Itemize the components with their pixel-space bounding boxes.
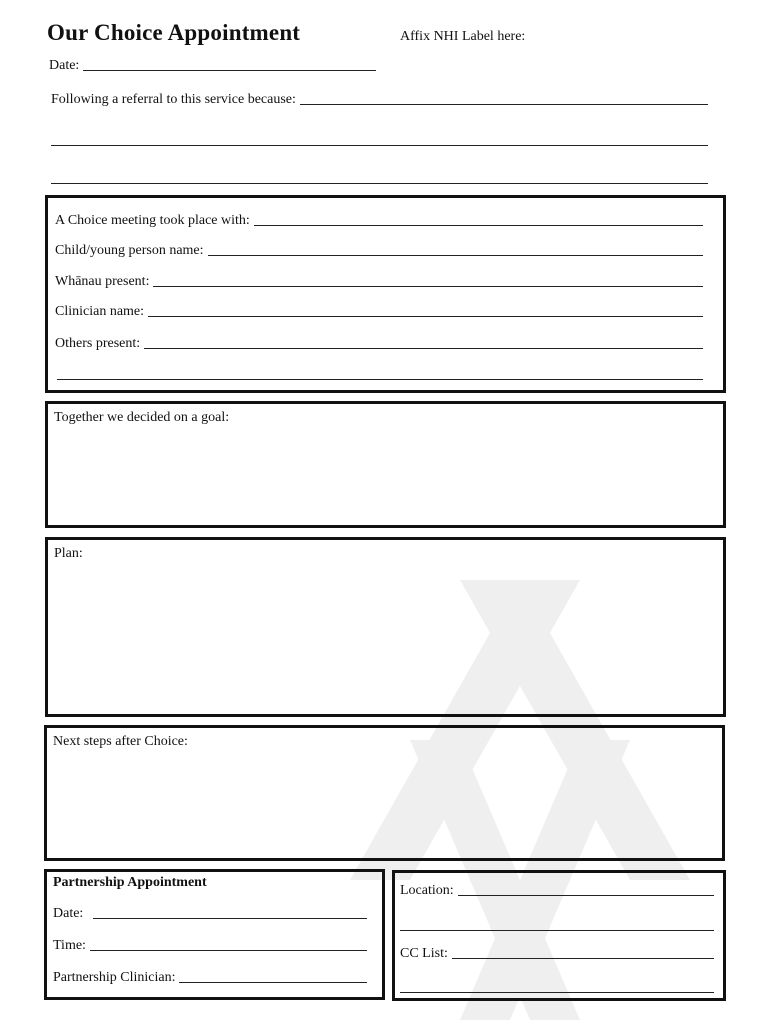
child-name-row xyxy=(55,243,703,259)
partnership-time-row xyxy=(53,938,367,954)
location-line-2[interactable] xyxy=(400,930,714,931)
others-present-line-2[interactable] xyxy=(57,379,703,380)
clinician-field[interactable] xyxy=(148,315,703,317)
date-label: Date: xyxy=(49,58,80,73)
date-row xyxy=(49,58,376,74)
meeting-took-place-field[interactable] xyxy=(254,224,703,226)
referral-row xyxy=(51,92,708,108)
nhi-label: Affix NHI Label here: xyxy=(400,29,526,44)
meeting-took-place-row xyxy=(55,213,703,229)
page-title: Our Choice Appointment xyxy=(47,20,301,45)
partnership-clinician-field[interactable] xyxy=(179,981,367,983)
partnership-time-field[interactable] xyxy=(90,949,367,951)
partnership-date-row xyxy=(53,906,367,922)
plan-label: Plan: xyxy=(54,546,83,561)
goal-label: Together we decided on a goal: xyxy=(54,410,230,425)
referral-line-3[interactable] xyxy=(51,183,708,184)
cc-list-line-2[interactable] xyxy=(400,992,714,993)
next-steps-label: Next steps after Choice: xyxy=(53,734,188,749)
date-field[interactable] xyxy=(83,69,376,71)
partnership-time-label: Time: xyxy=(53,938,86,953)
whanau-label: Whānau present: xyxy=(55,274,150,289)
referral-line-2[interactable] xyxy=(51,145,708,146)
partnership-date-field[interactable] xyxy=(93,917,367,919)
location-row xyxy=(400,883,714,899)
meeting-took-place-label: A Choice meeting took place with: xyxy=(55,213,250,228)
partnership-date-label: Date: xyxy=(53,906,84,921)
referral-field[interactable] xyxy=(300,103,708,105)
location-field[interactable] xyxy=(458,894,714,896)
child-name-label: Child/young person name: xyxy=(55,243,204,258)
referral-label: Following a referral to this service because: xyxy=(51,92,296,107)
cc-list-label: CC List: xyxy=(400,946,448,961)
others-present-field[interactable] xyxy=(144,347,703,349)
others-present-row xyxy=(55,336,703,352)
clinician-row xyxy=(55,304,703,320)
others-present-label: Others present: xyxy=(55,336,141,351)
child-name-field[interactable] xyxy=(208,254,703,256)
plan-box[interactable] xyxy=(45,537,726,717)
partnership-heading: Partnership Appointment xyxy=(53,875,207,890)
cc-list-row xyxy=(400,946,714,962)
partnership-clinician-row xyxy=(53,970,367,986)
whanau-row xyxy=(55,274,703,290)
clinician-label: Clinician name: xyxy=(55,304,145,319)
cc-list-field[interactable] xyxy=(452,957,714,959)
partnership-clinician-label: Partnership Clinician: xyxy=(53,970,176,985)
location-label: Location: xyxy=(400,883,454,898)
whanau-field[interactable] xyxy=(153,285,703,287)
